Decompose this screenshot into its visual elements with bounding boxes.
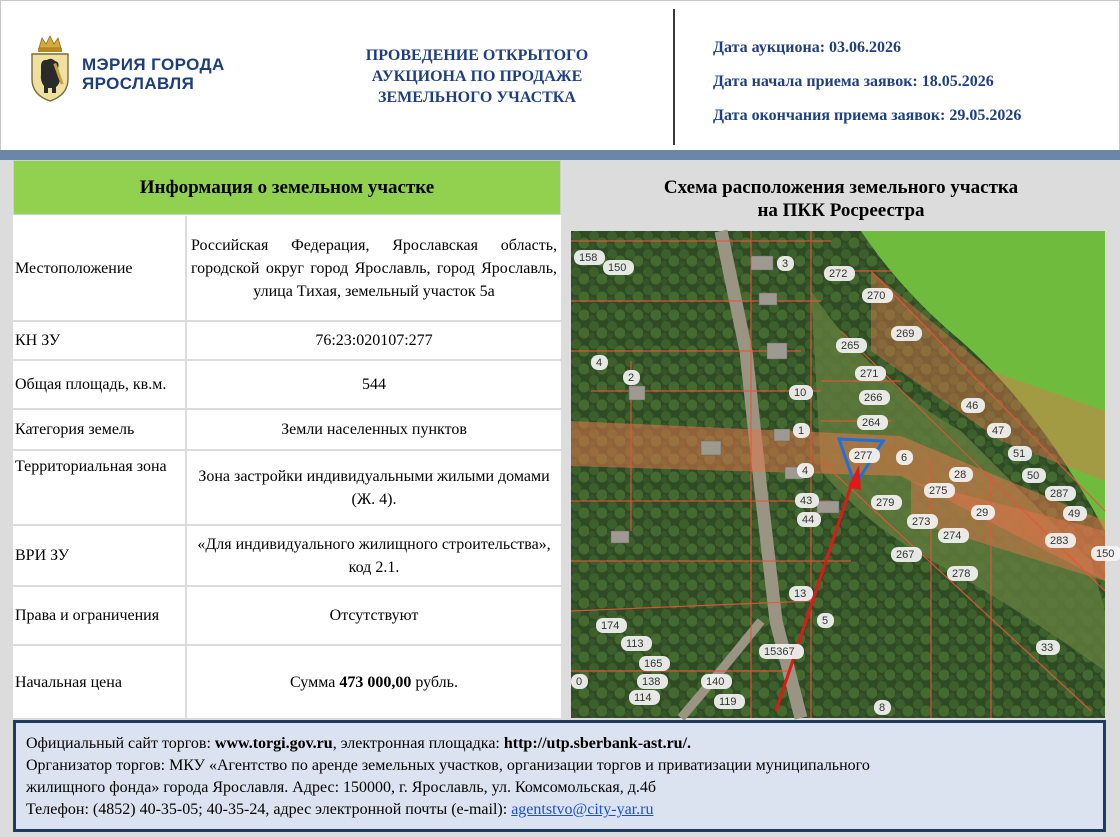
svg-text:264: 264 — [862, 417, 881, 429]
svg-text:138: 138 — [642, 676, 661, 688]
parcel-number-label — [1022, 468, 1046, 483]
svg-text:140: 140 — [706, 676, 725, 688]
parcel-number-label — [891, 326, 922, 341]
logo-line-2: ЯРОСЛАВЛЯ — [82, 74, 195, 93]
parcel-number-label — [961, 398, 985, 413]
bear-coat-of-arms-icon — [27, 35, 73, 103]
land-info-title: Информация о земельном участке — [13, 160, 561, 215]
svg-text:0: 0 — [576, 676, 583, 688]
svg-text:51: 51 — [1013, 448, 1026, 460]
parcel-number-label — [924, 483, 955, 498]
torgi-site-link[interactable]: www.torgi.gov.ru — [214, 735, 333, 752]
parcel-number-label — [871, 495, 902, 510]
svg-text:150: 150 — [608, 262, 627, 274]
svg-text:13: 13 — [794, 588, 807, 600]
applications-start-date: Дата начала приема заявок: 18.05.2026 — [713, 73, 994, 90]
parcel-number-label — [789, 586, 813, 601]
row-label-cadastral-number: КН ЗУ — [13, 322, 187, 359]
parcel-number-label — [574, 250, 605, 265]
svg-text:283: 283 — [1050, 535, 1069, 547]
parcel-number-label — [777, 256, 794, 271]
parcel-number-label — [797, 463, 814, 478]
row-value-cadastral-number: 76:23:020107:277 — [315, 332, 433, 349]
svg-text:50: 50 — [1027, 470, 1040, 482]
svg-text:265: 265 — [841, 340, 860, 352]
price-amount: 473 000,00 — [339, 673, 412, 691]
parcel-number-label — [874, 700, 891, 715]
parcel-number-label — [938, 528, 969, 543]
sberbank-platform-link[interactable]: http://utp.sberbank-ast.ru/. — [503, 735, 692, 752]
parcel-number-label — [862, 288, 893, 303]
svg-text:266: 266 — [864, 392, 883, 404]
svg-text:49: 49 — [1068, 508, 1081, 520]
row-label-zone: Территориальная зона — [13, 451, 187, 524]
footer-line-organizer: Организатор торгов: МКУ «Агентство по аренде земельных участков, организации торгов и приватизации муниципального — [26, 757, 870, 774]
row-value-rights: Отсутствуют — [329, 607, 419, 624]
row-label-rights: Права и ограничения — [13, 587, 187, 644]
land-info-table — [13, 160, 561, 718]
parcel-number-label — [623, 370, 640, 385]
svg-text:267: 267 — [896, 549, 915, 561]
table-row — [13, 410, 561, 451]
row-label-start-price: Начальная цена — [13, 646, 187, 718]
logo-line-1: МЭРИЯ ГОРОДА — [82, 55, 225, 74]
applications-end-date: Дата окончания приема заявок: 29.05.2026 — [713, 107, 1022, 124]
svg-text:158: 158 — [579, 252, 598, 264]
svg-text:8: 8 — [879, 702, 886, 714]
row-value-land-category: Земли населенных пунктов — [281, 421, 467, 438]
parcel-number-label — [639, 656, 670, 671]
footer-line-address: жилищного фонда» города Ярославля. Адрес: 150000, г. Ярославль, ул. Комсомольская, д.4б — [26, 779, 656, 796]
svg-text:269: 269 — [896, 328, 915, 340]
parcel-number-label — [789, 385, 813, 400]
row-label-area: Общая площадь, кв.м. — [13, 361, 187, 408]
svg-text:44: 44 — [802, 514, 815, 526]
svg-text:271: 271 — [860, 368, 879, 380]
cadastral-map[interactable] — [571, 231, 1115, 718]
price-prefix: Сумма — [290, 673, 336, 691]
logo-title — [82, 55, 225, 93]
parcel-number-label — [971, 505, 995, 520]
parcel-number-label — [849, 448, 880, 463]
svg-text:28: 28 — [954, 469, 967, 481]
auction-dates — [713, 37, 1021, 139]
map-title — [575, 176, 1107, 222]
parcel-number-label — [836, 338, 867, 353]
svg-text:273: 273 — [912, 516, 931, 528]
row-value-zone: Зона застройки индивидуальными жилыми домами (Ж. 4). — [198, 467, 550, 508]
parcel-number-label — [1063, 506, 1087, 521]
parcel-number-label — [907, 514, 938, 529]
svg-text:287: 287 — [1050, 488, 1069, 500]
parcel-number-label — [891, 547, 922, 562]
svg-text:174: 174 — [601, 620, 620, 632]
svg-text:29: 29 — [976, 507, 989, 519]
parcel-number-label — [795, 493, 819, 508]
svg-text:277: 277 — [854, 450, 873, 462]
svg-text:1: 1 — [798, 425, 805, 437]
price-currency: рубль. — [415, 673, 458, 691]
row-value-permitted-use: «Для индивидуального жилищного строительства», код 2.1. — [197, 535, 551, 576]
auction-title: ПРОВЕДЕНИЕ ОТКРЫТОГО АУКЦИОНА ПО ПРОДАЖЕ ЗЕМЕЛЬНОГО УЧАСТКА — [365, 47, 589, 106]
parcel-number-label — [571, 674, 588, 689]
phone-text: Телефон: (4852) 40-35-05; 40-35-24, адрес электронной почты (e-mail): — [26, 801, 512, 818]
svg-text:279: 279 — [876, 497, 895, 509]
main-content — [0, 160, 1120, 837]
row-label-location: Местоположение — [13, 216, 187, 320]
row-label-land-category: Категория земель — [13, 410, 187, 449]
svg-text:278: 278 — [952, 568, 971, 580]
table-row — [13, 216, 561, 322]
header-band — [0, 150, 1120, 160]
svg-text:33: 33 — [1041, 642, 1054, 654]
parcel-number-label — [596, 618, 627, 633]
map-title-line-1: Схема расположения земельного участка — [663, 177, 1019, 198]
organizer-info — [13, 720, 1106, 832]
svg-text:113: 113 — [626, 638, 644, 650]
parcel-number-label — [1036, 640, 1060, 655]
parcel-number-label — [621, 636, 652, 651]
parcel-number-label — [949, 467, 973, 482]
row-label-permitted-use: ВРИ ЗУ — [13, 526, 187, 585]
parcel-number-label — [637, 674, 668, 689]
page-header — [0, 0, 1120, 150]
svg-text:270: 270 — [867, 290, 886, 302]
parcel-number-label — [1045, 533, 1076, 548]
table-row — [13, 526, 561, 587]
row-value-area: 544 — [362, 376, 386, 393]
svg-text:5: 5 — [822, 615, 829, 627]
svg-text:165: 165 — [644, 658, 663, 670]
svg-text:4: 4 — [802, 465, 809, 477]
svg-text:47: 47 — [992, 425, 1005, 437]
email-link[interactable]: agentstvo@city-yar.ru — [511, 801, 654, 818]
row-value-start-price — [187, 646, 561, 718]
svg-text:119: 119 — [719, 696, 737, 708]
parcel-number-label — [824, 266, 855, 281]
map-title-line-2: на ПКК Росреестра — [757, 200, 925, 221]
site-label: Официальный сайт торгов: — [26, 735, 215, 752]
parcel-number-label — [797, 512, 821, 527]
parcel-number-label — [857, 415, 888, 430]
svg-text:43: 43 — [800, 495, 813, 507]
parcel-number-label — [1045, 486, 1076, 501]
table-row — [13, 451, 561, 526]
auction-date: Дата аукциона: 03.06.2026 — [713, 39, 902, 56]
table-row — [13, 646, 561, 718]
svg-text:4: 4 — [596, 357, 603, 369]
svg-text:2: 2 — [628, 372, 635, 384]
parcel-number-label — [859, 390, 890, 405]
svg-text:46: 46 — [966, 400, 979, 412]
svg-text:274: 274 — [943, 530, 962, 542]
parcel-number-label — [947, 566, 978, 581]
parcel-number-label — [817, 613, 834, 628]
svg-text:275: 275 — [929, 485, 948, 497]
city-hall-logo — [27, 35, 247, 105]
footer-line-contacts — [26, 799, 1103, 821]
parcel-number-label — [629, 690, 660, 705]
svg-text:10: 10 — [794, 387, 807, 399]
parcel-number-label — [714, 694, 745, 709]
parcel-number-label — [1008, 446, 1032, 461]
parcel-number-label — [759, 644, 804, 659]
parcel-number-label — [603, 260, 634, 275]
header-divider — [673, 9, 675, 145]
svg-text:3: 3 — [782, 258, 789, 270]
footer-line-site — [26, 733, 1103, 755]
svg-text:15367: 15367 — [764, 646, 795, 658]
parcel-number-label — [793, 423, 810, 438]
svg-text:114: 114 — [634, 692, 652, 704]
svg-text:272: 272 — [829, 268, 848, 280]
parcel-number-label — [896, 450, 913, 465]
parcel-number-label — [591, 355, 608, 370]
table-row — [13, 587, 561, 646]
parcel-number-label — [701, 674, 732, 689]
svg-text:150: 150 — [1096, 548, 1115, 560]
parcel-number-label — [987, 423, 1011, 438]
row-value-location: Российская Федерация, Ярославская область, городской округ город Ярославль, город Ярославль, улица Тихая, земельный участок 5а — [191, 236, 557, 300]
cadastral-map-image — [571, 231, 1115, 718]
table-row — [13, 322, 561, 361]
parcel-number-label — [855, 366, 886, 381]
platform-label: , электронная площадка: — [332, 735, 504, 752]
table-row — [13, 361, 561, 410]
svg-text:6: 6 — [901, 452, 908, 464]
parcel-number-label — [1091, 546, 1120, 561]
